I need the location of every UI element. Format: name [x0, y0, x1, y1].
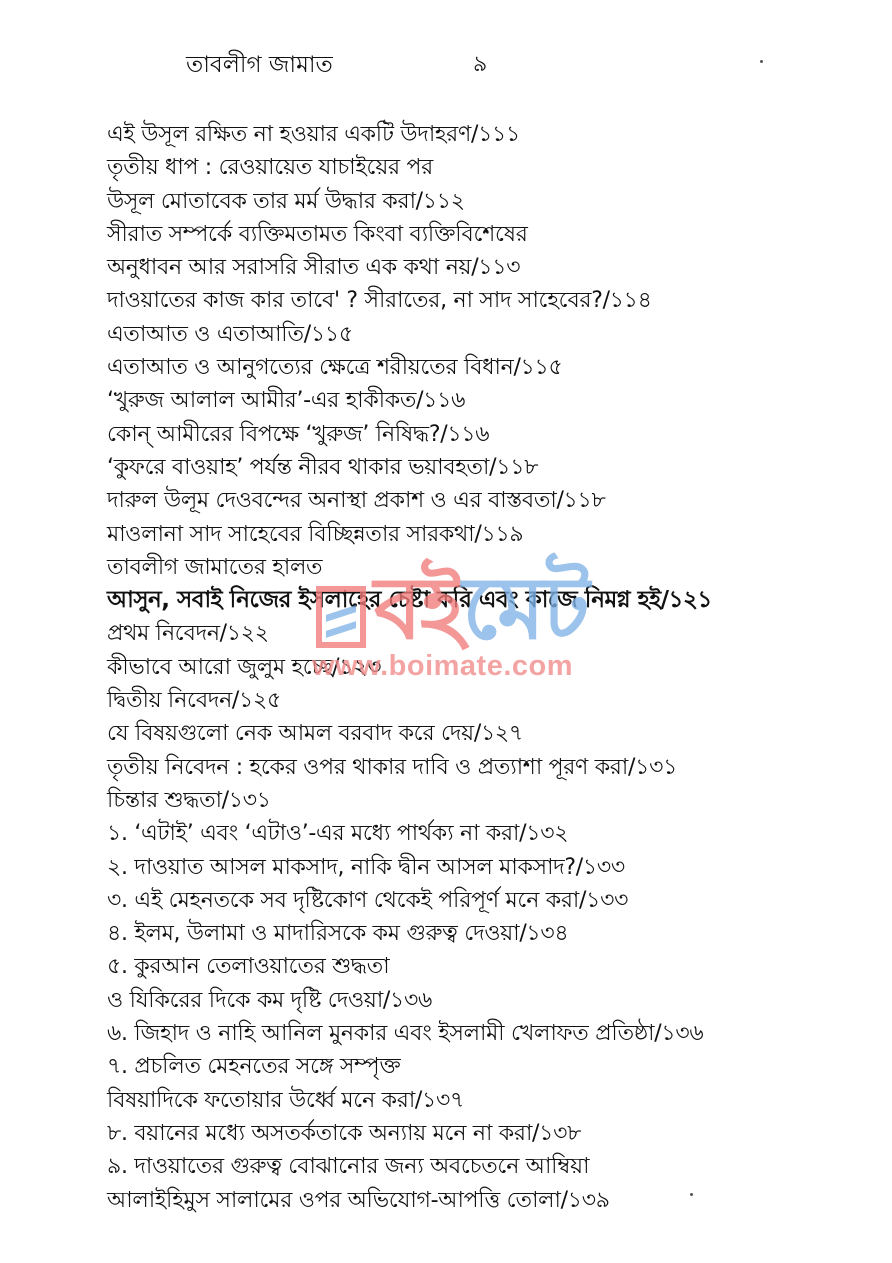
toc-entry: এতাআত ও এতাআতি/১১৫ — [107, 321, 353, 347]
toc-entry: ও যিকিরের দিকে কম দৃষ্টি দেওয়া/১৩৬ — [107, 987, 432, 1013]
toc-entry: ২. দাওয়াত আসল মাকসাদ, নাকি দ্বীন আসল মাকসাদ?/১৩৩ — [107, 854, 625, 880]
toc-entry: ‘কুফরে বাওয়াহ’ পর্যন্ত নীরব থাকার ভয়াবহতা/১১৮ — [107, 454, 539, 480]
toc-entry: ১. ‘এটাই’ এবং ‘এটাও’-এর মধ্যে পার্থক্য না করা/১৩২ — [107, 821, 569, 847]
toc-entry: দ্বিতীয় নিবেদন/১২৫ — [107, 688, 281, 714]
page-header — [0, 48, 892, 84]
toc-entry: ৪. ইলম, উলামা ও মাদারিসকে কম গুরুত্ব দেওয়া/১৩৪ — [107, 921, 569, 947]
page-number: ৯ — [473, 52, 488, 77]
toc-entry: সীরাত সম্পর্কে ব্যক্তিমতামত কিংবা ব্যক্তিবিশেষের — [107, 221, 528, 247]
watermark-logo-part2: মেট — [462, 559, 588, 659]
toc-entry: দাওয়াতের কাজ কার তাবে' ? সীরাতের, না সাদ সাহেবের?/১১৪ — [107, 288, 652, 314]
toc-entry: এতাআত ও আনুগত্যের ক্ষেত্রে শরীয়তের বিধান/১১৫ — [107, 355, 563, 381]
toc-entry: কীভাবে আরো জুলুম হচ্ছে/১২৩ — [107, 654, 382, 680]
toc-entry: ৮. বয়ানের মধ্যে অসতর্কতাকে অন্যায় মনে না করা/১৩৮ — [107, 1120, 582, 1146]
toc-entry: আলাইহিমুস সালামের ওপর অভিযোগ-আপত্তি তোলা/১৩৯ — [107, 1187, 610, 1213]
toc-entry: প্রথম নিবেদন/১২২ — [107, 621, 269, 647]
running-title: তাবলীগ জামাত — [186, 52, 333, 78]
scan-speck — [690, 1193, 693, 1196]
toc-entry: তৃতীয় ধাপ : রেওয়ায়েত যাচাইয়ের পর — [107, 155, 433, 181]
watermark-logo-part1: বই — [374, 559, 463, 659]
toc-entry: বিষয়াদিকে ফতোয়ার উর্ধ্বে মনে করা/১৩৭ — [107, 1087, 464, 1113]
toc-entry: ‘খুরুজ আলাল আমীর’-এর হাকীকত/১১৬ — [107, 388, 466, 414]
toc-entry: দারুল উলূম দেওবন্দের অনাস্থা প্রকাশ ও এর বাস্তবতা/১১৮ — [107, 488, 606, 514]
scan-speck — [760, 60, 763, 63]
toc-entry: তৃতীয় নিবেদন : হকের ওপর থাকার দাবি ও প্রত্যাশা পূরণ করা/১৩১ — [107, 754, 678, 780]
toc-entry: ৫. কুরআন তেলাওয়াতের শুদ্ধতা — [107, 954, 390, 980]
toc-section-heading: তাবলীগ জামাতের হালত — [107, 554, 323, 580]
toc-entry: যে বিষয়গুলো নেক আমল বরবাদ করে দেয়/১২৭ — [107, 721, 523, 747]
toc-entry-bold: আসুন, সবাই নিজের ইসলাহের চেষ্টা করি এবং কাজে নিমগ্ন হই/১২১ — [107, 587, 712, 614]
toc-entry: চিন্তার শুদ্ধতা/১৩১ — [107, 787, 271, 813]
toc-entry: কোন্ আমীরের বিপক্ষে ‘খুরুজ’ নিষিদ্ধ?/১১৬ — [107, 421, 490, 447]
toc-entry: ৯. দাওয়াতের গুরুত্ব বোঝানোর জন্য অবচেতনে আম্বিয়া — [107, 1154, 590, 1180]
toc-entry: উসূল মোতাবেক তার মর্ম উদ্ধার করা/১১২ — [107, 188, 465, 214]
toc-entry: ৬. জিহাদ ও নাহি আনিল মুনকার এবং ইসলামী খেলাফত প্রতিষ্ঠা/১৩৬ — [107, 1021, 704, 1047]
toc-entry: ৩. এই মেহনতকে সব দৃষ্টিকোণ থেকেই পরিপূর্ণ মনে করা/১৩৩ — [107, 887, 629, 913]
toc-entry: মাওলানা সাদ সাহেবের বিচ্ছিন্নতার সারকথা/১১৯ — [107, 521, 524, 547]
toc-entry: ৭. প্রচলিত মেহনতের সঙ্গে সম্পৃক্ত — [107, 1054, 401, 1080]
toc-entry: অনুধাবন আর সরাসরি সীরাত এক কথা নয়/১১৩ — [107, 255, 521, 281]
table-of-contents — [107, 118, 867, 1217]
toc-entry: এই উসূল রক্ষিত না হওয়ার একটি উদাহরণ/১১১ — [107, 122, 521, 147]
watermark-url: www.boimate.com — [312, 650, 574, 682]
